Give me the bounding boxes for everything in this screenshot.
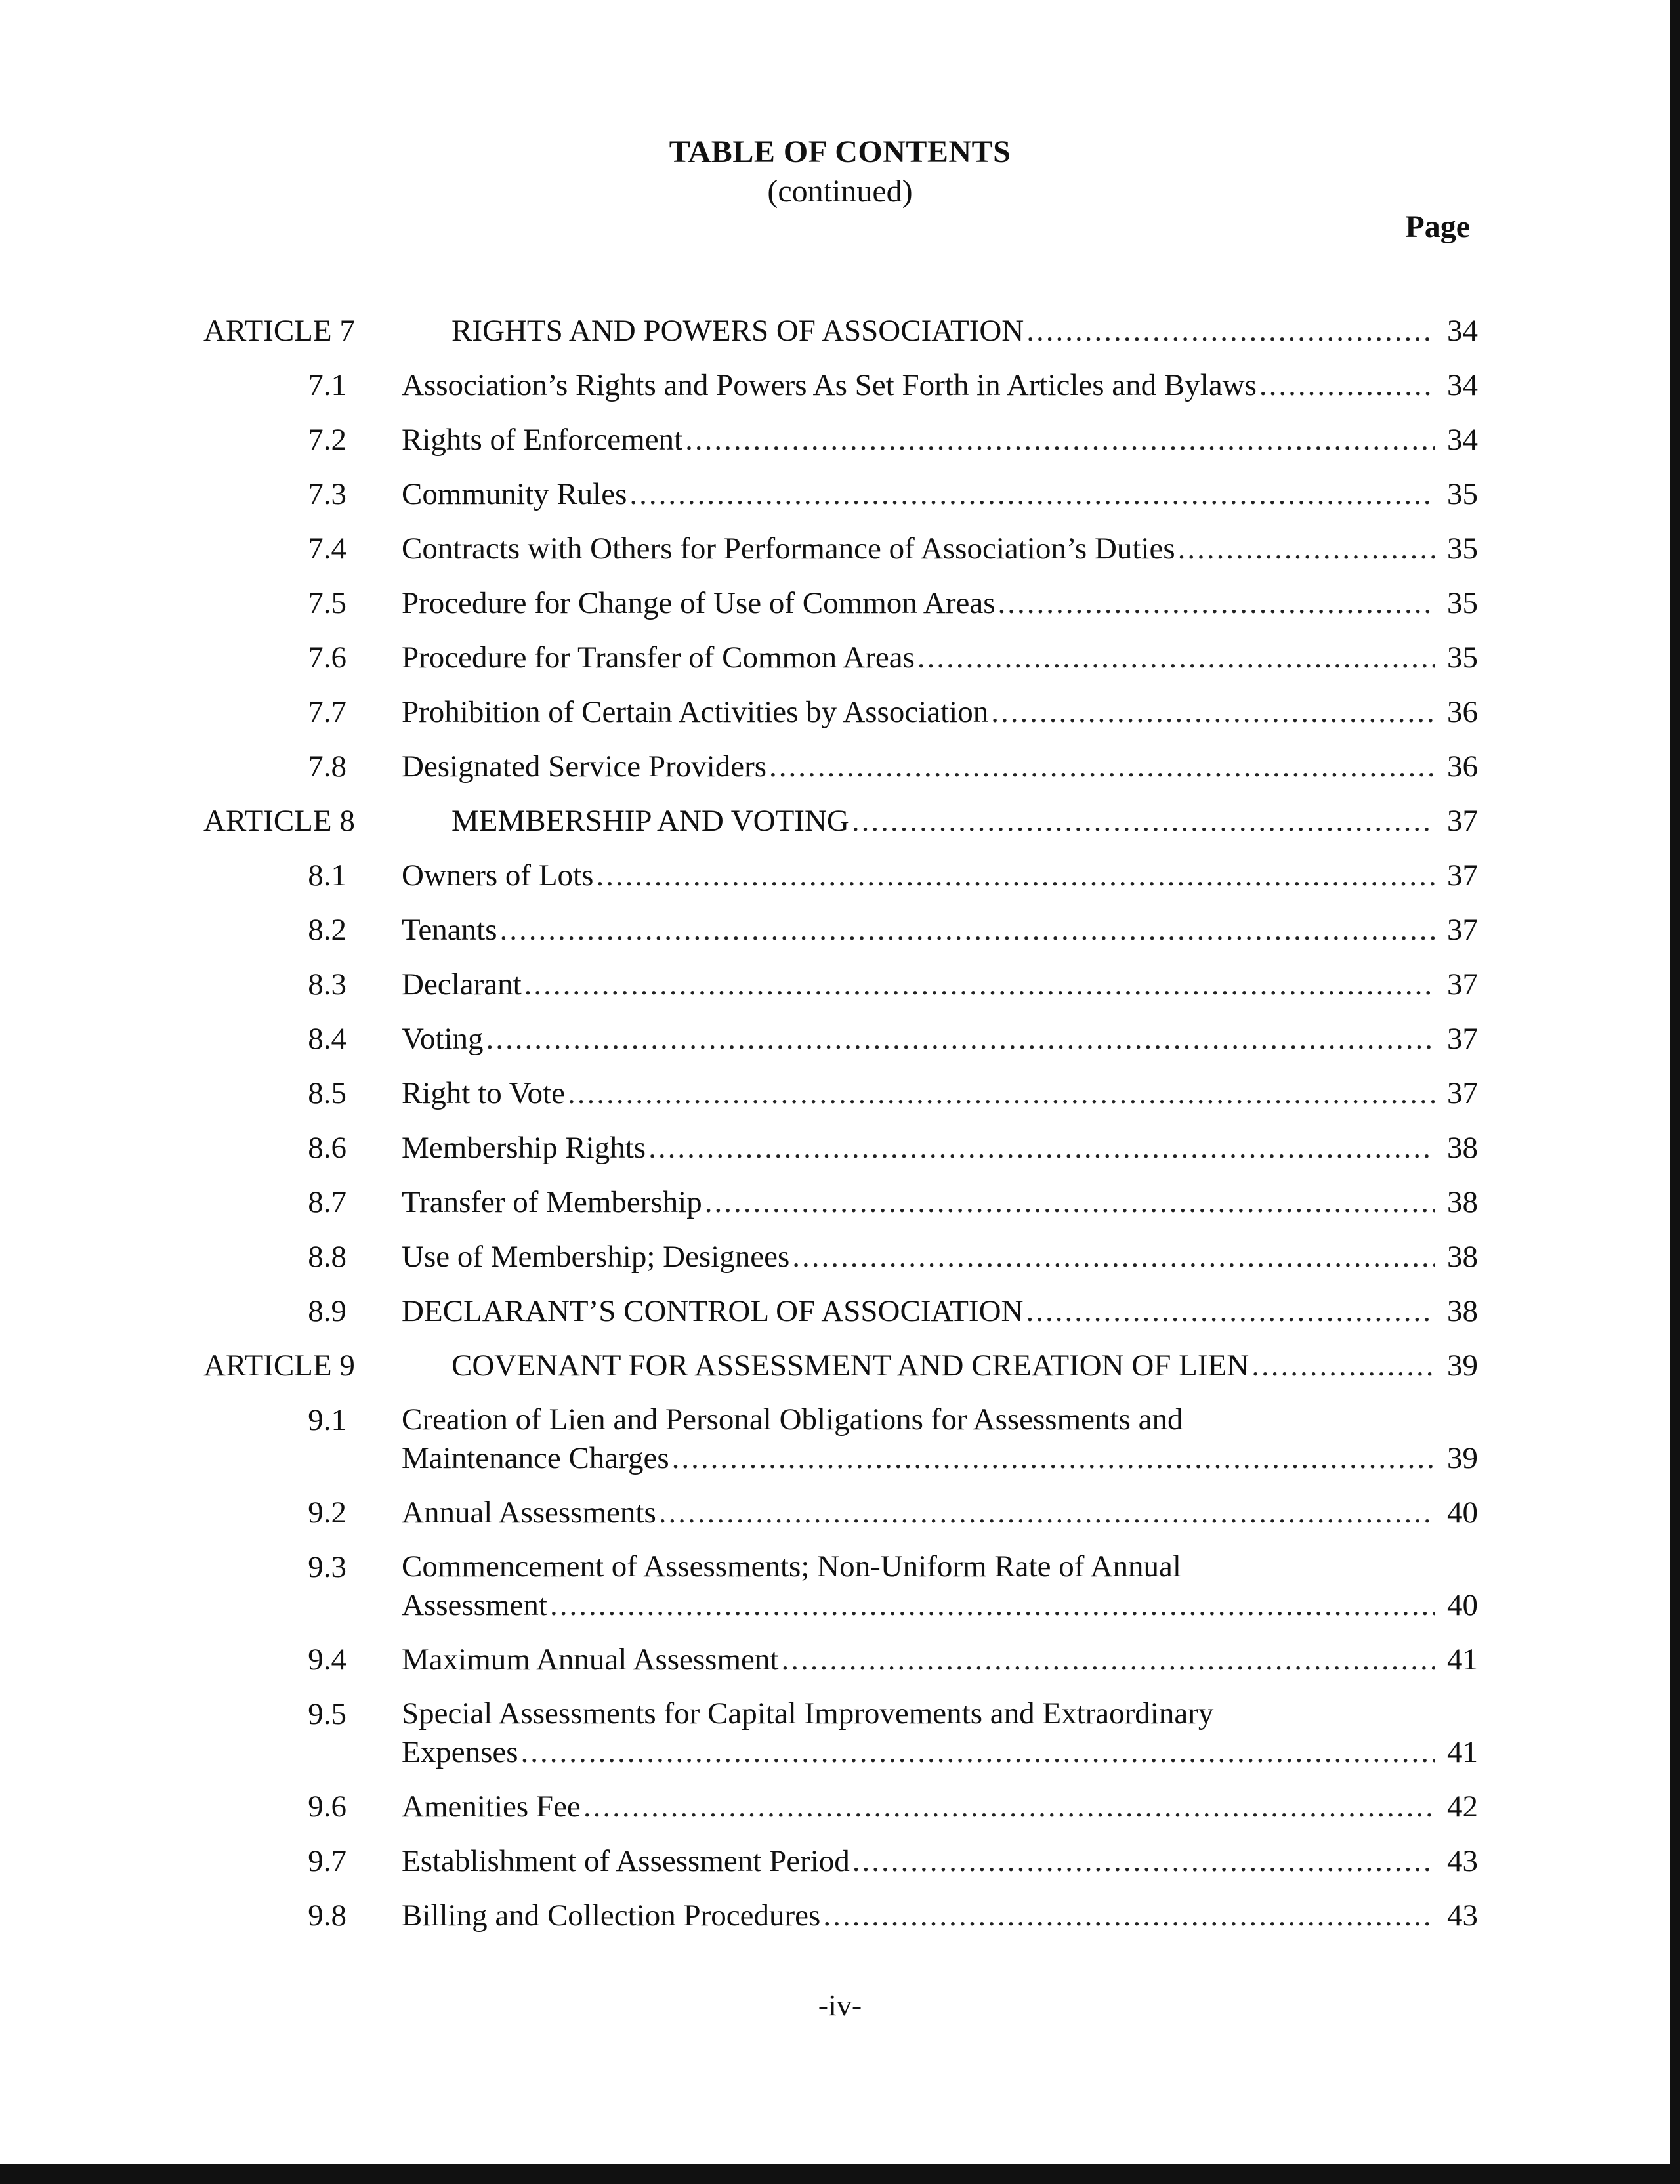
toc-entry-page: 35 — [1447, 532, 1478, 566]
toc-section-entry — [0, 366, 1680, 405]
page-title: TABLE OF CONTENTS — [669, 135, 1011, 169]
toc-section-entry — [0, 1841, 1680, 1881]
toc-entry-number: 8.2 — [308, 913, 346, 947]
toc-entry-page: 37 — [1447, 967, 1478, 1001]
toc-entry-number: 7.7 — [308, 695, 346, 729]
toc-entry-page: 38 — [1447, 1240, 1478, 1274]
table-of-contents — [0, 311, 1680, 1950]
toc-entry-body — [402, 1493, 1478, 1532]
toc-entry-number: ARTICLE 7 — [203, 314, 355, 348]
toc-entry-line — [402, 965, 1478, 1004]
toc-entry-body — [402, 583, 1478, 623]
dot-leader — [629, 474, 1435, 514]
toc-entry-number: 8.4 — [308, 1022, 346, 1056]
toc-article-entry — [0, 311, 1680, 350]
toc-entry-line — [402, 1438, 1478, 1478]
toc-section-entry — [0, 965, 1680, 1004]
toc-entry-body — [402, 1694, 1478, 1772]
toc-entry-page: 43 — [1447, 1899, 1478, 1933]
toc-entry-line — [402, 583, 1478, 623]
toc-entry-title: Rights of Enforcement — [402, 423, 683, 457]
toc-entry-line — [402, 529, 1478, 568]
toc-entry-line — [402, 1896, 1478, 1935]
toc-entry-number: 9.6 — [308, 1790, 346, 1824]
toc-entry-title: Membership Rights — [402, 1131, 646, 1165]
dot-leader — [852, 1841, 1435, 1881]
toc-entry-line — [402, 1074, 1478, 1113]
toc-entry-number: ARTICLE 8 — [203, 804, 355, 838]
toc-entry-page: 38 — [1447, 1131, 1478, 1165]
toc-entry-title-line1: Commencement of Assessments; Non-Uniform Rate of Annual — [402, 1549, 1181, 1584]
toc-entry-body — [402, 1787, 1478, 1826]
toc-entry-body — [402, 1292, 1478, 1331]
toc-entry-page: 34 — [1447, 423, 1478, 457]
toc-entry-page: 39 — [1447, 1349, 1478, 1383]
dot-leader — [550, 1586, 1435, 1625]
toc-entry-line — [452, 311, 1478, 350]
toc-entry-line — [402, 1787, 1478, 1826]
toc-entry-title: Expenses — [402, 1735, 518, 1769]
toc-entry-number: 8.9 — [308, 1294, 346, 1328]
toc-entry-title-line1: Special Assessments for Capital Improvements and Extraordinary — [402, 1696, 1214, 1731]
toc-entry-title: Owners of Lots — [402, 858, 594, 892]
toc-entry-body — [402, 1841, 1478, 1881]
toc-entry-title: Tenants — [402, 913, 497, 947]
dot-leader — [500, 910, 1435, 950]
dot-leader — [583, 1787, 1435, 1826]
dot-leader — [521, 1732, 1435, 1772]
toc-entry-body — [402, 1547, 1478, 1625]
toc-section-entry — [0, 1074, 1680, 1113]
toc-entry-number: 7.5 — [308, 586, 346, 620]
toc-entry-body — [402, 856, 1478, 895]
toc-entry-number: 9.7 — [308, 1844, 346, 1878]
page-number: -iv- — [818, 1988, 862, 2022]
toc-entry-line — [402, 1019, 1478, 1059]
toc-entry-title: Declarant — [402, 967, 522, 1001]
toc-entry-page: 36 — [1447, 749, 1478, 784]
page-column-header: Page — [1405, 209, 1470, 244]
toc-entry-page: 35 — [1447, 640, 1478, 675]
toc-entry-line — [402, 366, 1478, 405]
toc-entry-body — [402, 1183, 1478, 1222]
toc-section-entry — [0, 1896, 1680, 1935]
dot-leader — [823, 1896, 1435, 1935]
dot-leader — [486, 1019, 1435, 1059]
toc-entry-page: 37 — [1447, 913, 1478, 947]
toc-entry-title: RIGHTS AND POWERS OF ASSOCIATION — [452, 314, 1024, 348]
toc-entry-page: 42 — [1447, 1790, 1478, 1824]
toc-entry-body — [402, 747, 1478, 786]
toc-entry-number: 9.2 — [308, 1496, 346, 1530]
toc-entry-line — [402, 692, 1478, 732]
toc-entry-body — [402, 420, 1478, 459]
toc-entry-title: Procedure for Change of Use of Common Areas — [402, 586, 996, 620]
toc-entry-number: 7.2 — [308, 423, 346, 457]
toc-entry-body — [402, 638, 1478, 677]
dot-leader — [1026, 311, 1435, 350]
toc-entry-title: Prohibition of Certain Activities by Association — [402, 695, 989, 729]
toc-entry-page: 37 — [1447, 1076, 1478, 1110]
toc-entry-number: ARTICLE 9 — [203, 1349, 355, 1383]
toc-section-entry — [0, 1237, 1680, 1276]
toc-entry-number: 8.6 — [308, 1131, 346, 1165]
dot-leader — [852, 801, 1435, 841]
toc-entry-page: 40 — [1447, 1588, 1478, 1622]
toc-entry-title: Maximum Annual Assessment — [402, 1643, 779, 1677]
dot-leader — [998, 583, 1435, 623]
toc-entry-number: 9.8 — [308, 1899, 346, 1933]
toc-section-entry — [0, 1292, 1680, 1331]
scan-edge-bottom — [0, 2164, 1680, 2184]
dot-leader — [1259, 366, 1435, 405]
toc-entry-page: 39 — [1447, 1441, 1478, 1475]
toc-entry-body — [452, 311, 1478, 350]
toc-entry-page: 35 — [1447, 477, 1478, 511]
toc-entry-line — [402, 1640, 1478, 1679]
toc-entry-page: 43 — [1447, 1844, 1478, 1878]
toc-entry-line — [402, 638, 1478, 677]
dot-leader — [648, 1128, 1435, 1167]
toc-entry-number: 9.4 — [308, 1643, 346, 1677]
toc-entry-line — [402, 1237, 1478, 1276]
toc-entry-body — [452, 1346, 1478, 1385]
toc-entry-number: 7.6 — [308, 640, 346, 675]
toc-entry-body — [402, 366, 1478, 405]
toc-entry-title: DECLARANT’S CONTROL OF ASSOCIATION — [402, 1294, 1024, 1328]
toc-entry-line — [402, 1292, 1478, 1331]
toc-entry-line — [402, 910, 1478, 950]
toc-entry-line — [402, 1493, 1478, 1532]
dot-leader — [659, 1493, 1435, 1532]
toc-entry-body — [402, 910, 1478, 950]
toc-entry-line — [452, 801, 1478, 841]
toc-article-entry — [0, 1346, 1680, 1385]
toc-entry-title: COVENANT FOR ASSESSMENT AND CREATION OF LIEN — [452, 1349, 1250, 1383]
toc-section-entry — [0, 1694, 1680, 1772]
toc-section-entry — [0, 1183, 1680, 1222]
toc-section-entry — [0, 1787, 1680, 1826]
dot-leader — [1178, 529, 1435, 568]
toc-entry-page: 38 — [1447, 1185, 1478, 1219]
toc-entry-line — [402, 474, 1478, 514]
dot-leader — [524, 965, 1435, 1004]
toc-entry-body — [402, 1400, 1478, 1478]
toc-section-entry — [0, 420, 1680, 459]
toc-entry-title: Designated Service Providers — [402, 749, 767, 784]
toc-entry-title: Use of Membership; Designees — [402, 1240, 790, 1274]
toc-entry-title: Association’s Rights and Powers As Set Forth in Articles and Bylaws — [402, 368, 1257, 402]
toc-entry-number: 8.1 — [308, 858, 346, 892]
toc-section-entry — [0, 910, 1680, 950]
toc-section-entry — [0, 747, 1680, 786]
toc-entry-title: Assessment — [402, 1588, 547, 1622]
toc-entry-body — [402, 474, 1478, 514]
toc-entry-number: 7.3 — [308, 477, 346, 511]
toc-entry-body — [402, 1640, 1478, 1679]
toc-entry-title: MEMBERSHIP AND VOTING — [452, 804, 849, 838]
toc-entry-page: 41 — [1447, 1735, 1478, 1769]
toc-entry-page: 40 — [1447, 1496, 1478, 1530]
toc-entry-title: Establishment of Assessment Period — [402, 1844, 850, 1878]
toc-entry-title: Annual Assessments — [402, 1496, 656, 1530]
toc-entry-body — [402, 1237, 1478, 1276]
toc-entry-page: 41 — [1447, 1643, 1478, 1677]
toc-section-entry — [0, 638, 1680, 677]
toc-entry-line — [402, 856, 1478, 895]
page-subtitle: (continued) — [767, 174, 913, 209]
dot-leader — [596, 856, 1435, 895]
toc-entry-number: 7.4 — [308, 532, 346, 566]
toc-entry-title: Billing and Collection Procedures — [402, 1899, 821, 1933]
toc-entry-number: 8.3 — [308, 967, 346, 1001]
toc-entry-line — [402, 1586, 1478, 1625]
toc-article-entry — [0, 801, 1680, 841]
toc-entry-page: 38 — [1447, 1294, 1478, 1328]
toc-entry-title: Voting — [402, 1022, 484, 1056]
toc-entry-number: 8.8 — [308, 1240, 346, 1274]
dot-leader — [1026, 1292, 1435, 1331]
toc-entry-page: 37 — [1447, 804, 1478, 838]
toc-entry-number: 8.7 — [308, 1185, 346, 1219]
toc-entry-title: Community Rules — [402, 477, 627, 511]
toc-section-entry — [0, 1547, 1680, 1625]
toc-section-entry — [0, 1019, 1680, 1059]
toc-entry-number: 7.1 — [308, 368, 346, 402]
toc-entry-title: Transfer of Membership — [402, 1185, 702, 1219]
toc-entry-line — [452, 1346, 1478, 1385]
dot-leader — [1251, 1346, 1435, 1385]
dot-leader — [685, 420, 1435, 459]
toc-entry-page: 37 — [1447, 1022, 1478, 1056]
dot-leader — [705, 1183, 1435, 1222]
toc-entry-number: 9.5 — [308, 1697, 346, 1731]
toc-entry-line — [402, 1128, 1478, 1167]
toc-entry-line — [402, 1183, 1478, 1222]
toc-section-entry — [0, 583, 1680, 623]
toc-entry-line — [402, 420, 1478, 459]
toc-entry-body — [402, 529, 1478, 568]
toc-entry-page: 34 — [1447, 314, 1478, 348]
toc-section-entry — [0, 1400, 1680, 1478]
toc-entry-title: Maintenance Charges — [402, 1441, 669, 1475]
dot-leader — [769, 747, 1435, 786]
toc-entry-body — [402, 1128, 1478, 1167]
toc-section-entry — [0, 474, 1680, 514]
dot-leader — [672, 1438, 1435, 1478]
toc-section-entry — [0, 529, 1680, 568]
toc-entry-page: 36 — [1447, 695, 1478, 729]
toc-section-entry — [0, 1493, 1680, 1532]
toc-entry-number: 7.8 — [308, 749, 346, 784]
toc-entry-title: Contracts with Others for Performance of Association’s Duties — [402, 532, 1175, 566]
toc-entry-body — [452, 801, 1478, 841]
toc-entry-title: Amenities Fee — [402, 1790, 581, 1824]
toc-entry-line — [402, 1732, 1478, 1772]
toc-entry-line — [402, 1841, 1478, 1881]
dot-leader — [792, 1237, 1435, 1276]
toc-entry-body — [402, 1019, 1478, 1059]
toc-entry-body — [402, 1896, 1478, 1935]
toc-section-entry — [0, 692, 1680, 732]
toc-entry-line — [402, 747, 1478, 786]
toc-entry-body — [402, 692, 1478, 732]
dot-leader — [991, 692, 1435, 732]
toc-entry-title: Procedure for Transfer of Common Areas — [402, 640, 915, 675]
dot-leader — [917, 638, 1435, 677]
toc-section-entry — [0, 1128, 1680, 1167]
dot-leader — [568, 1074, 1435, 1113]
toc-entry-title: Right to Vote — [402, 1076, 565, 1110]
toc-entry-page: 37 — [1447, 858, 1478, 892]
dot-leader — [781, 1640, 1435, 1679]
toc-entry-number: 8.5 — [308, 1076, 346, 1110]
toc-entry-number: 9.3 — [308, 1550, 346, 1584]
toc-entry-page: 35 — [1447, 586, 1478, 620]
toc-entry-title-line1: Creation of Lien and Personal Obligations for Assessments and — [402, 1402, 1183, 1437]
toc-entry-number: 9.1 — [308, 1403, 346, 1437]
toc-entry-page: 34 — [1447, 368, 1478, 402]
toc-entry-body — [402, 965, 1478, 1004]
toc-section-entry — [0, 856, 1680, 895]
toc-entry-body — [402, 1074, 1478, 1113]
toc-section-entry — [0, 1640, 1680, 1679]
